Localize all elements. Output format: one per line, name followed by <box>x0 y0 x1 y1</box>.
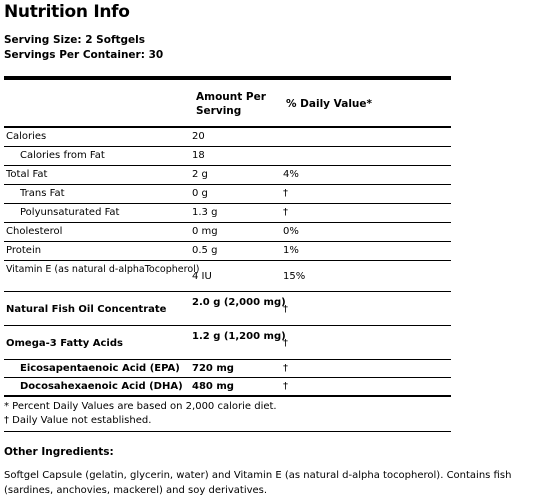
row-divider <box>4 184 451 185</box>
nutrient-daily-value: † <box>283 188 288 199</box>
page-title: Nutrition Info <box>4 2 130 22</box>
serving-size: Serving Size: 2 Softgels <box>4 34 146 46</box>
footnote-not-established: † Daily Value not established. <box>4 415 152 426</box>
nutrient-name: Omega-3 Fatty Acids <box>6 338 123 349</box>
nutrient-daily-value: 15% <box>283 271 306 282</box>
servings-per-container: Servings Per Container: 30 <box>4 49 164 61</box>
daily-value-header: % Daily Value* <box>286 98 372 110</box>
nutrient-name: Total Fat <box>6 169 48 180</box>
nutrient-amount: 1.3 g <box>192 207 218 218</box>
other-ingredients-text: Softgel Capsule (gelatin, glycerin, water) and Vitamin E (as natural d-alpha tocopherol). Contains fish (sardines, anchovies, mackerel) and soy derivatives. <box>4 470 512 496</box>
row-divider <box>4 359 451 360</box>
nutrient-amount: 2 g <box>192 169 208 180</box>
row-divider <box>4 241 451 242</box>
nutrient-amount: 18 <box>192 150 205 161</box>
row-divider <box>4 291 451 292</box>
row-divider <box>4 325 451 326</box>
amount-per-serving-header: Amount Per Serving <box>196 91 266 117</box>
nutrient-amount: 2.0 g (2,000 mg) <box>192 297 286 308</box>
nutrient-name: Natural Fish Oil Concentrate <box>6 304 167 315</box>
row-divider <box>4 222 451 223</box>
nutrient-amount: 0 g <box>192 188 208 199</box>
nutrient-daily-value: † <box>283 338 288 349</box>
nutrient-amount: 4 IU <box>192 271 212 282</box>
nutrient-name: Protein <box>6 245 42 256</box>
nutrient-amount: 0 mg <box>192 226 218 237</box>
nutrient-name: Polyunsaturated Fat <box>20 207 120 218</box>
nutrient-daily-value: † <box>283 381 288 392</box>
nutrient-name: Trans Fat <box>20 188 65 199</box>
table-bottom-rule <box>4 395 451 397</box>
nutrient-name: Calories <box>6 131 47 142</box>
nutrient-name: Vitamin E (as natural d-alphaTocopherol) <box>6 264 200 275</box>
nutrient-name: Cholesterol <box>6 226 63 237</box>
nutrient-name: Eicosapentaenoic Acid (EPA) <box>20 363 180 374</box>
nutrient-amount: 720 mg <box>192 363 234 374</box>
row-divider <box>4 146 451 147</box>
nutrient-amount: 480 mg <box>192 381 234 392</box>
nutrient-daily-value: † <box>283 304 288 315</box>
nutrient-daily-value: 1% <box>283 245 299 256</box>
nutrient-amount: 1.2 g (1,200 mg) <box>192 331 286 342</box>
nutrient-daily-value: 4% <box>283 169 299 180</box>
nutrient-name: Docosahexaenoic Acid (DHA) <box>20 381 183 392</box>
footnote-percent-dv: * Percent Daily Values are based on 2,000 calorie diet. <box>4 401 277 412</box>
nutrient-amount: 0.5 g <box>192 245 218 256</box>
footnote-bottom-rule <box>4 431 451 432</box>
other-ingredients-title: Other Ingredients: <box>4 446 114 458</box>
header-rule <box>4 126 451 128</box>
nutrient-amount: 20 <box>192 131 205 142</box>
row-divider <box>4 203 451 204</box>
nutrient-name: Calories from Fat <box>20 150 105 161</box>
nutrient-daily-value: † <box>283 363 288 374</box>
table-top-rule <box>4 76 451 80</box>
row-divider <box>4 377 451 378</box>
row-divider <box>4 260 451 261</box>
row-divider <box>4 165 451 166</box>
nutrient-daily-value: † <box>283 207 288 218</box>
nutrient-daily-value: 0% <box>283 226 299 237</box>
